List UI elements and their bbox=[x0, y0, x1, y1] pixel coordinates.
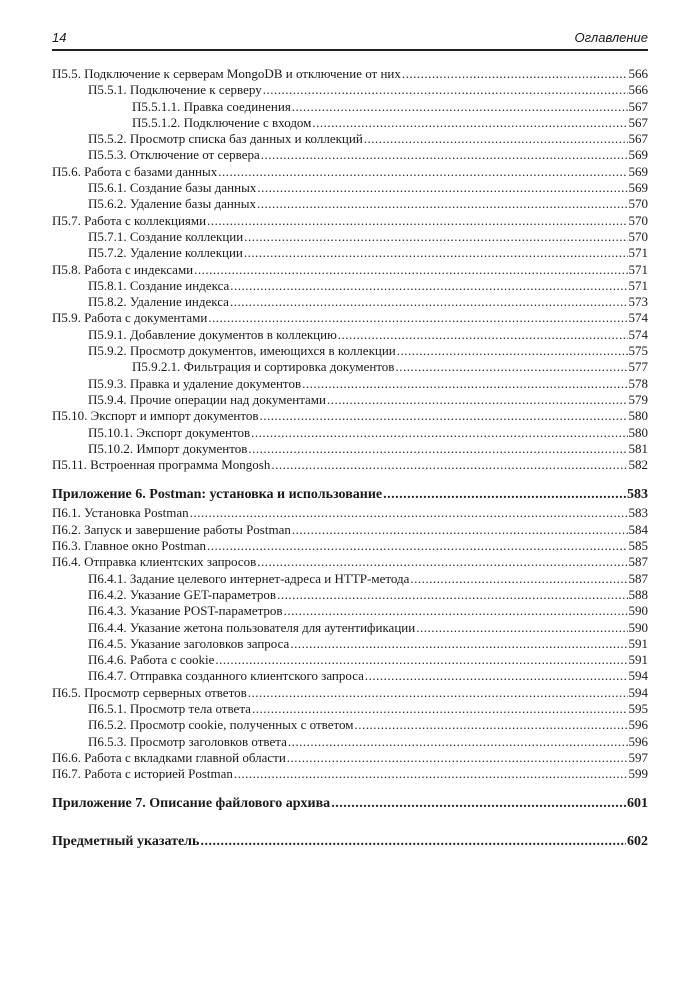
toc-entry-title: П5.7. Работа с коллекциями bbox=[52, 212, 207, 228]
toc-dot-leader bbox=[207, 538, 627, 554]
toc-dot-leader bbox=[292, 522, 628, 538]
toc-entry[interactable] bbox=[52, 213, 648, 229]
toc-entry-page: 569 bbox=[628, 180, 648, 196]
toc-entry-page: 577 bbox=[628, 359, 648, 375]
toc-entry[interactable] bbox=[52, 554, 648, 570]
toc-dot-leader bbox=[230, 294, 628, 310]
toc-entry-page: 587 bbox=[628, 570, 648, 586]
toc-entry[interactable] bbox=[52, 571, 648, 587]
toc-dot-leader bbox=[284, 603, 628, 619]
toc-dot-leader bbox=[395, 359, 627, 375]
page-number: 14 bbox=[52, 30, 67, 45]
toc-entry-title: П5.10.2. Импорт документов bbox=[88, 440, 248, 456]
toc-entry-page: 602 bbox=[627, 834, 648, 850]
toc-entry-title: П6.4. Отправка клиентских запросов bbox=[52, 554, 257, 570]
toc-entry-page: 574 bbox=[628, 326, 648, 342]
toc-entry-title: П5.5.1.2. Подключение с входом bbox=[132, 114, 312, 130]
toc-entry-title: П6.4.1. Задание целевого интернет-адреса и HTTP-метода bbox=[88, 570, 410, 586]
toc-dot-leader bbox=[277, 587, 627, 603]
toc-dot-leader bbox=[200, 832, 626, 852]
toc-entry-title: П6.5.1. Просмотр тела ответа bbox=[88, 700, 251, 716]
toc-entry[interactable] bbox=[52, 538, 648, 554]
toc-entry-page: 570 bbox=[628, 228, 648, 244]
toc-dot-leader bbox=[410, 571, 627, 587]
toc-entry-page: 569 bbox=[628, 147, 648, 163]
toc-entry-title: П6.1. Установка Postman bbox=[52, 505, 189, 521]
toc-entry-title: П6.4.6. Работа с cookie bbox=[88, 652, 215, 668]
toc-entry-title: П6.4.3. Указание POST-параметров bbox=[88, 603, 283, 619]
toc-entry-title: П5.6.2. Удаление базы данных bbox=[88, 196, 256, 212]
toc-entry-title: П6.6. Работа с вкладками главной области bbox=[52, 749, 286, 765]
toc-dot-leader bbox=[402, 66, 628, 82]
toc-dot-leader bbox=[251, 425, 627, 441]
toc-entry-page: 571 bbox=[628, 261, 648, 277]
toc-entry-page: 569 bbox=[628, 163, 648, 179]
toc-entry-page: 566 bbox=[628, 82, 648, 98]
toc-chapter-entry[interactable] bbox=[52, 832, 648, 852]
toc-entry-title: П6.4.4. Указание жетона пользователя для аутентификации bbox=[88, 619, 416, 635]
toc-entry-title: П5.5.1.1. Правка соединения bbox=[132, 98, 291, 114]
toc-entry[interactable] bbox=[52, 115, 648, 131]
toc-dot-leader bbox=[290, 636, 627, 652]
toc-entry-page: 571 bbox=[628, 277, 648, 293]
toc-entry-title: П5.5. Подключение к серверам MongoDB и отключение от них bbox=[52, 66, 401, 81]
toc-entry-page: 575 bbox=[628, 343, 648, 359]
toc-entry-page: 571 bbox=[628, 245, 648, 261]
toc-entry-page: 570 bbox=[628, 196, 648, 212]
toc-entry-title: П5.9.1. Добавление документов в коллекцию bbox=[88, 326, 337, 342]
toc-entry-page: 583 bbox=[628, 505, 648, 521]
toc-entry-title: Предметный указатель bbox=[52, 834, 200, 850]
toc-dot-leader bbox=[263, 82, 628, 98]
toc-entry-title: П6.2. Запуск и завершение работы Postman bbox=[52, 521, 291, 537]
toc-entry[interactable] bbox=[52, 131, 648, 147]
toc-entry[interactable] bbox=[52, 734, 648, 750]
toc-entry-page: 581 bbox=[628, 440, 648, 456]
toc-dot-leader bbox=[302, 376, 627, 392]
toc-entry[interactable] bbox=[52, 636, 648, 652]
toc-entry-title: П5.5.2. Просмотр списка баз данных и коллекций bbox=[88, 131, 363, 147]
toc-entry[interactable] bbox=[52, 310, 648, 326]
toc-entry[interactable] bbox=[52, 99, 648, 115]
toc-dot-leader bbox=[218, 164, 627, 180]
toc-entry-page: 567 bbox=[628, 98, 648, 114]
toc-entry-page: 587 bbox=[628, 554, 648, 570]
toc-dot-leader bbox=[207, 213, 627, 229]
toc-dot-leader bbox=[259, 408, 627, 424]
toc-entry[interactable] bbox=[52, 685, 648, 701]
toc-entry-title: П6.7. Работа с историей Postman bbox=[52, 766, 233, 782]
toc-entry-title: П5.5.3. Отключение от сервера bbox=[88, 147, 260, 163]
toc-entry-title: П5.7.1. Создание коллекции bbox=[88, 228, 244, 244]
toc-entry-title: П6.4.2. Указание GET-параметров bbox=[88, 586, 277, 602]
toc-entry-title: П5.6.1. Создание базы данных bbox=[88, 180, 257, 196]
toc-dot-leader bbox=[257, 180, 627, 196]
toc-entry-title: П5.6. Работа с базами данных bbox=[52, 163, 218, 179]
toc-entry-page: 585 bbox=[628, 538, 648, 554]
toc-entry-page: 566 bbox=[628, 66, 648, 81]
toc-entry-page: 595 bbox=[628, 700, 648, 716]
toc-entry-title: Приложение 7. Описание файлового архива bbox=[52, 796, 331, 812]
toc-entry[interactable] bbox=[52, 522, 648, 538]
toc-entry-page: 580 bbox=[628, 408, 648, 424]
toc-entry-page: 594 bbox=[628, 684, 648, 700]
toc-entry[interactable] bbox=[52, 164, 648, 180]
toc-entry-page: 578 bbox=[628, 375, 648, 391]
toc-entry-title: П5.8.2. Удаление индекса bbox=[88, 294, 229, 310]
toc-entry-page: 591 bbox=[628, 635, 648, 651]
toc-entry[interactable] bbox=[52, 82, 648, 98]
toc-entry[interactable] bbox=[52, 359, 648, 375]
toc-entry[interactable] bbox=[52, 392, 648, 408]
toc-entry[interactable] bbox=[52, 180, 648, 196]
toc-entry[interactable] bbox=[52, 668, 648, 684]
toc-entry-title: П5.8.1. Создание индекса bbox=[88, 277, 230, 293]
toc-dot-leader bbox=[252, 701, 628, 717]
toc-dot-leader bbox=[190, 505, 628, 521]
toc-entry[interactable] bbox=[52, 587, 648, 603]
toc-entry[interactable] bbox=[52, 66, 648, 82]
toc-entry-title: П5.8. Работа с индексами bbox=[52, 261, 194, 277]
toc-entry[interactable] bbox=[52, 766, 648, 782]
toc-entry-title: П6.4.5. Указание заголовков запроса bbox=[88, 635, 290, 651]
toc-dot-leader bbox=[248, 685, 628, 701]
toc-entry-page: 596 bbox=[628, 717, 648, 733]
toc-entry-title: П6.5. Просмотр серверных ответов bbox=[52, 684, 247, 700]
toc-entry-page: 588 bbox=[628, 586, 648, 602]
toc-entry-page: 596 bbox=[628, 733, 648, 749]
toc-entry-title: П5.7.2. Удаление коллекции bbox=[88, 245, 243, 261]
toc-entry-title: П5.10.1. Экспорт документов bbox=[88, 424, 251, 440]
toc-dot-leader bbox=[287, 750, 628, 766]
toc-dot-leader bbox=[327, 392, 628, 408]
toc-entry-title: П5.11. Встроенная программа Mongosh bbox=[52, 457, 271, 473]
toc-dot-leader bbox=[257, 196, 628, 212]
toc-chapter-entry[interactable] bbox=[52, 485, 648, 505]
toc-entry-page: 567 bbox=[628, 114, 648, 130]
toc-entry-page: 580 bbox=[628, 424, 648, 440]
toc-entry[interactable] bbox=[52, 327, 648, 343]
toc-dot-leader bbox=[271, 457, 627, 473]
toc-entry-page: 591 bbox=[628, 652, 648, 668]
toc-dot-leader bbox=[331, 794, 626, 814]
header-rule bbox=[52, 49, 648, 51]
toc-entry-title: П6.5.2. Просмотр cookie, полученных с ответом bbox=[88, 717, 354, 733]
toc-entry[interactable] bbox=[52, 505, 648, 521]
toc-entry-page: 590 bbox=[628, 619, 648, 635]
toc-entry-title: П5.9.3. Правка и удаление документов bbox=[88, 375, 302, 391]
toc-entry[interactable] bbox=[52, 278, 648, 294]
toc-dot-leader bbox=[244, 229, 627, 245]
toc-entry[interactable] bbox=[52, 229, 648, 245]
toc-entry[interactable] bbox=[52, 343, 648, 359]
toc-entry-page: 590 bbox=[628, 603, 648, 619]
toc-entry[interactable] bbox=[52, 262, 648, 278]
toc-entry[interactable] bbox=[52, 408, 648, 424]
toc-entry-page: 601 bbox=[627, 796, 648, 812]
toc-dot-leader bbox=[416, 620, 627, 636]
toc-entry[interactable] bbox=[52, 652, 648, 668]
toc-dot-leader bbox=[234, 766, 628, 782]
toc-entry-title: П6.3. Главное окно Postman bbox=[52, 538, 207, 554]
toc-entry-title: П5.9. Работа с документами bbox=[52, 310, 208, 326]
toc-dot-leader bbox=[355, 717, 628, 733]
toc-dot-leader bbox=[261, 147, 628, 163]
toc-entry[interactable] bbox=[52, 294, 648, 310]
toc-entry-page: 583 bbox=[627, 487, 648, 503]
toc-entry[interactable] bbox=[52, 457, 648, 473]
toc-entry-page: 597 bbox=[628, 749, 648, 765]
toc-dot-leader bbox=[194, 262, 627, 278]
toc-entry[interactable] bbox=[52, 701, 648, 717]
running-header bbox=[52, 30, 648, 48]
toc-entry[interactable] bbox=[52, 196, 648, 212]
toc-entry[interactable] bbox=[52, 376, 648, 392]
toc-dot-leader bbox=[338, 327, 628, 343]
toc-entry-title: П5.9.2.1. Фильтрация и сортировка документов bbox=[132, 359, 395, 375]
toc-dot-leader bbox=[257, 554, 627, 570]
toc-entry-title: П5.9.4. Прочие операции над документами bbox=[88, 391, 326, 407]
toc-entry-page: 582 bbox=[628, 457, 648, 473]
toc-entry[interactable] bbox=[52, 603, 648, 619]
running-section-title: Оглавление bbox=[574, 30, 648, 45]
toc-dot-leader bbox=[365, 668, 628, 684]
toc-entry[interactable] bbox=[52, 147, 648, 163]
toc-entry[interactable] bbox=[52, 750, 648, 766]
toc-dot-leader bbox=[364, 131, 628, 147]
toc-entry[interactable] bbox=[52, 441, 648, 457]
toc-entry-page: 574 bbox=[628, 310, 648, 326]
toc-dot-leader bbox=[208, 310, 627, 326]
toc-entry-page: 579 bbox=[628, 391, 648, 407]
table-of-contents bbox=[52, 66, 648, 852]
toc-entry-title: П5.9.2. Просмотр документов, имеющихся в коллекции bbox=[88, 343, 396, 359]
toc-entry-page: 570 bbox=[628, 212, 648, 228]
toc-entry-title: П6.5.3. Просмотр заголовков ответа bbox=[88, 733, 287, 749]
toc-entry-page: 594 bbox=[628, 668, 648, 684]
toc-entry[interactable] bbox=[52, 245, 648, 261]
toc-entry[interactable] bbox=[52, 620, 648, 636]
toc-chapter-entry[interactable] bbox=[52, 794, 648, 814]
toc-dot-leader bbox=[288, 734, 628, 750]
toc-entry-page: 584 bbox=[628, 521, 648, 537]
toc-dot-leader bbox=[397, 343, 628, 359]
toc-entry-title: П5.10. Экспорт и импорт документов bbox=[52, 408, 259, 424]
toc-entry-page: 573 bbox=[628, 294, 648, 310]
toc-dot-leader bbox=[215, 652, 627, 668]
toc-entry-title: П6.4.7. Отправка созданного клиентского запроса bbox=[88, 668, 364, 684]
toc-entry-page: 567 bbox=[628, 131, 648, 147]
toc-entry[interactable] bbox=[52, 425, 648, 441]
toc-dot-leader bbox=[383, 485, 626, 505]
toc-entry[interactable] bbox=[52, 717, 648, 733]
toc-dot-leader bbox=[248, 441, 627, 457]
toc-entry-title: Приложение 6. Postman: установка и использование bbox=[52, 487, 383, 503]
toc-dot-leader bbox=[292, 99, 628, 115]
toc-entry-title: П5.5.1. Подключение к серверу bbox=[88, 82, 262, 98]
toc-dot-leader bbox=[312, 115, 627, 131]
toc-dot-leader bbox=[230, 278, 627, 294]
toc-dot-leader bbox=[244, 245, 628, 261]
toc-entry-page: 599 bbox=[628, 766, 648, 782]
